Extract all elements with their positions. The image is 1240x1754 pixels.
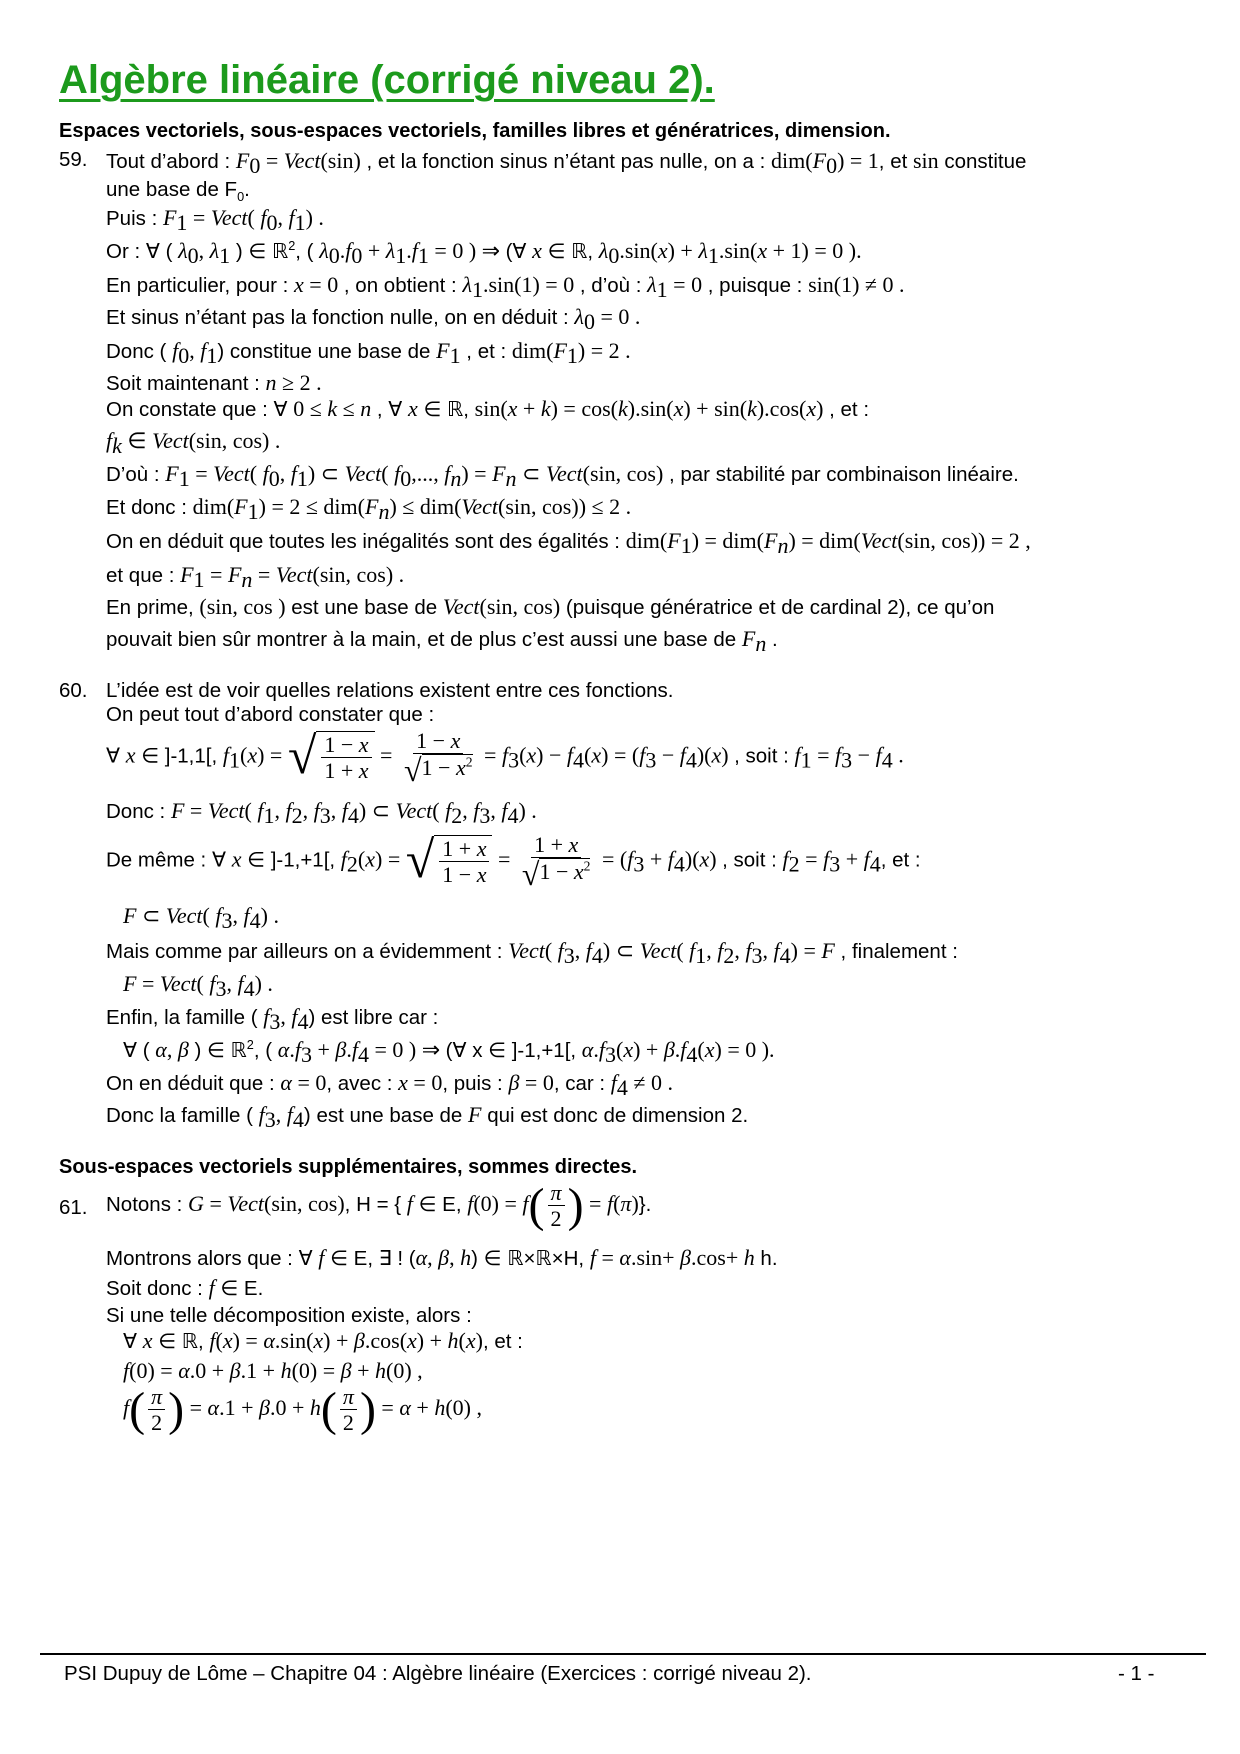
footer-divider — [40, 1653, 1206, 1655]
page-number: - 1 - — [1118, 1662, 1155, 1685]
ex59-line-7: Donc ( $f_0$, $f_1$) constitue une base de $F_1$ , et : $dim(F_1) = 2$ . — [106, 338, 631, 369]
ex59-line-1: Tout d’abord : $F_0$ = Vect(sin) , et la fonction sinus n’étant pas nulle, on a : $dim(F_0) = 1$, et sin constitue — [106, 148, 1027, 179]
ex59-line-9: On constate que : ∀ 0 ≤ k ≤ n , ∀ x ∈ ℝ, sin(x + k) = cos(k).sin(x) + sin(k).cos(x) , et : — [106, 396, 870, 421]
ex59-line-3: Puis : $F_1$ = Vect( $f_0$, $f_1$) . — [106, 205, 324, 236]
ex60-line-8: F = Vect( $f_3$, $f_4$) . — [123, 971, 273, 1002]
ex60-line-1: L’idée est de voir quelles relations existent entre ces fonctions. — [106, 679, 674, 702]
ex61-line-1: Notons : G = Vect(sin, cos), H = { f ∈ E, f(0) = f( $\frac{\pi}{2}$ ) = f(π)}. — [106, 1178, 652, 1232]
ex61-line-5: ∀ x ∈ ℝ, f(x) = α.sin(x) + β.cos(x) + h(x), et : — [123, 1328, 523, 1353]
ex59-line-6: Et sinus n’étant pas la fonction nulle, on en déduit : $\lambda_0 = 0$ . — [106, 304, 641, 335]
exercise-number-61: 61. — [59, 1196, 88, 1219]
ex60-line-9: Enfin, la famille ( $f_3$, $f_4$) est libre car : — [106, 1004, 439, 1035]
ex59-line-2: une base de $F_0$. — [106, 178, 250, 205]
ex59-line-16: pouvait bien sûr montrer à la main, et de plus c’est aussi une base de $F_n$ . — [106, 626, 778, 657]
ex59-line-10: $f_k$ ∈ Vect(sin, cos) . — [106, 428, 281, 459]
ex60-line-3: ∀ x ∈ ]-1,1[, $f_1(x)$ = √ $\frac{1 - x}{1 + x}$ = $\frac{1 - x}{√1 - x^2}$ = $f_3(x) - f_4(x) = (f_3 - f_4)(x)$ , soit : $f_1 = f_3 - f_4$ . — [106, 728, 904, 789]
ex59-line-5: En particulier, pour : x = 0 , on obtient : $\lambda_1.\sin(1) = 0$ , d’où : $\lambda_1 = 0$ , puisque : sin(1) ≠ 0 . — [106, 272, 905, 303]
ex61-line-6: f(0) = α.0 + β.1 + h(0) = β + h(0) , — [123, 1358, 423, 1383]
ex60-line-2: On peut tout d’abord constater que : — [106, 703, 435, 726]
ex59-line-13: On en déduit que toutes les inégalités sont des égalités : $dim(F_1) = dim(F_n)$ = dim(Vect(sin, cos)) = 2 , — [106, 528, 1031, 559]
exercise-number-59: 59. — [59, 148, 88, 171]
ex59-line-15: En prime, (sin, cos ) est une base de Vect(sin, cos) (puisque génératrice et de cardinal 2), ce qu’on — [106, 594, 995, 619]
ex60-line-10: ∀ ( α, β ) ∈ ℝ$^2$, ( $\alpha.f_3 + \beta.f_4 = 0$ ) ⇒ (∀ x ∈ ]-1,+1[, $\alpha.f_3(x) + \beta.f_4(x) = 0$ ). — [123, 1037, 775, 1068]
exercise-number-60: 60. — [59, 679, 88, 702]
ex61-line-7: f( $\frac{\pi}{2}$ ) = α.1 + β.0 + h( $\frac{\pi}{2}$ ) = α + h(0) , — [123, 1382, 482, 1436]
ex61-line-2: Montrons alors que : ∀ f ∈ E, ∃ ! (α, β, h) ∈ ℝ×ℝ×H, f = α.sin+ β.cos+ h h. — [106, 1245, 778, 1270]
ex60-line-7: Mais comme par ailleurs on a évidemment : Vect( $f_3$, $f_4$) ⊂ Vect( $f_1$, $f_2$, $f_3$, $f_4) = F$ , finalement : — [106, 938, 958, 969]
section-heading-1: Espaces vectoriels, sous-espaces vectoriels, familles libres et génératrices, dimension. — [59, 120, 891, 142]
ex59-line-12: Et donc : $dim(F_1) = 2 \le dim(F_n)$ ≤ dim(Vect(sin, cos)) ≤ 2 . — [106, 494, 632, 525]
ex60-line-5: De même : ∀ x ∈ ]-1,+1[, $f_2(x)$ = √ $\frac{1 + x}{1 - x}$ = $\frac{1 + x}{√1 - x^2}$ = $(f_3 + f_4)(x)$ , soit : $f_2 = f_3 + f_4$, et : — [106, 832, 921, 893]
ex60-line-4: Donc : F = Vect( $f_1$, $f_2$, $f_3$, $f_4$) ⊂ Vect( $f_2$, $f_3$, $f_4$) . — [106, 798, 537, 829]
footer-text: PSI Dupuy de Lôme – Chapitre 04 : Algèbre linéaire (Exercices : corrigé niveau 2). — [64, 1662, 812, 1685]
page-title: Algèbre linéaire (corrigé niveau 2). — [59, 58, 715, 102]
ex59-line-4: Or : ∀ ( $\lambda_0$, $\lambda_1$ ) ∈ ℝ$^2$, ( $\lambda_0.f_0 + \lambda_1.f_1 = 0$ ) ⇒ (∀ x ∈ ℝ, $\lambda_0.\sin(x) + \lambda_1.\sin(x + 1) = 0$ ). — [106, 238, 862, 269]
ex60-line-6: F ⊂ Vect( $f_3$, $f_4$) . — [123, 903, 279, 934]
ex60-line-12: Donc la famille ( $f_3$, $f_4$) est une base de F qui est donc de dimension 2. — [106, 1102, 749, 1133]
ex59-line-14: et que : $F_1 = F_n$ = Vect(sin, cos) . — [106, 562, 405, 593]
section-heading-2: Sous-espaces vectoriels supplémentaires, sommes directes. — [59, 1156, 638, 1178]
ex60-line-11: On en déduit que : α = 0, avec : x = 0, puis : β = 0, car : $f_4 \ne 0$ . — [106, 1070, 673, 1101]
ex61-line-3: Soit donc : f ∈ E. — [106, 1275, 264, 1300]
ex61-line-4: Si une telle décomposition existe, alors : — [106, 1304, 472, 1327]
ex59-line-11: D’où : $F_1$ = Vect( $f_0$, $f_1$) ⊂ Vect( $f_0$,..., $f_n) = F_n$ ⊂ Vect(sin, cos) , par stabilité par combinaison linéaire. — [106, 461, 1019, 492]
ex59-line-8: Soit maintenant : n ≥ 2 . — [106, 370, 322, 395]
